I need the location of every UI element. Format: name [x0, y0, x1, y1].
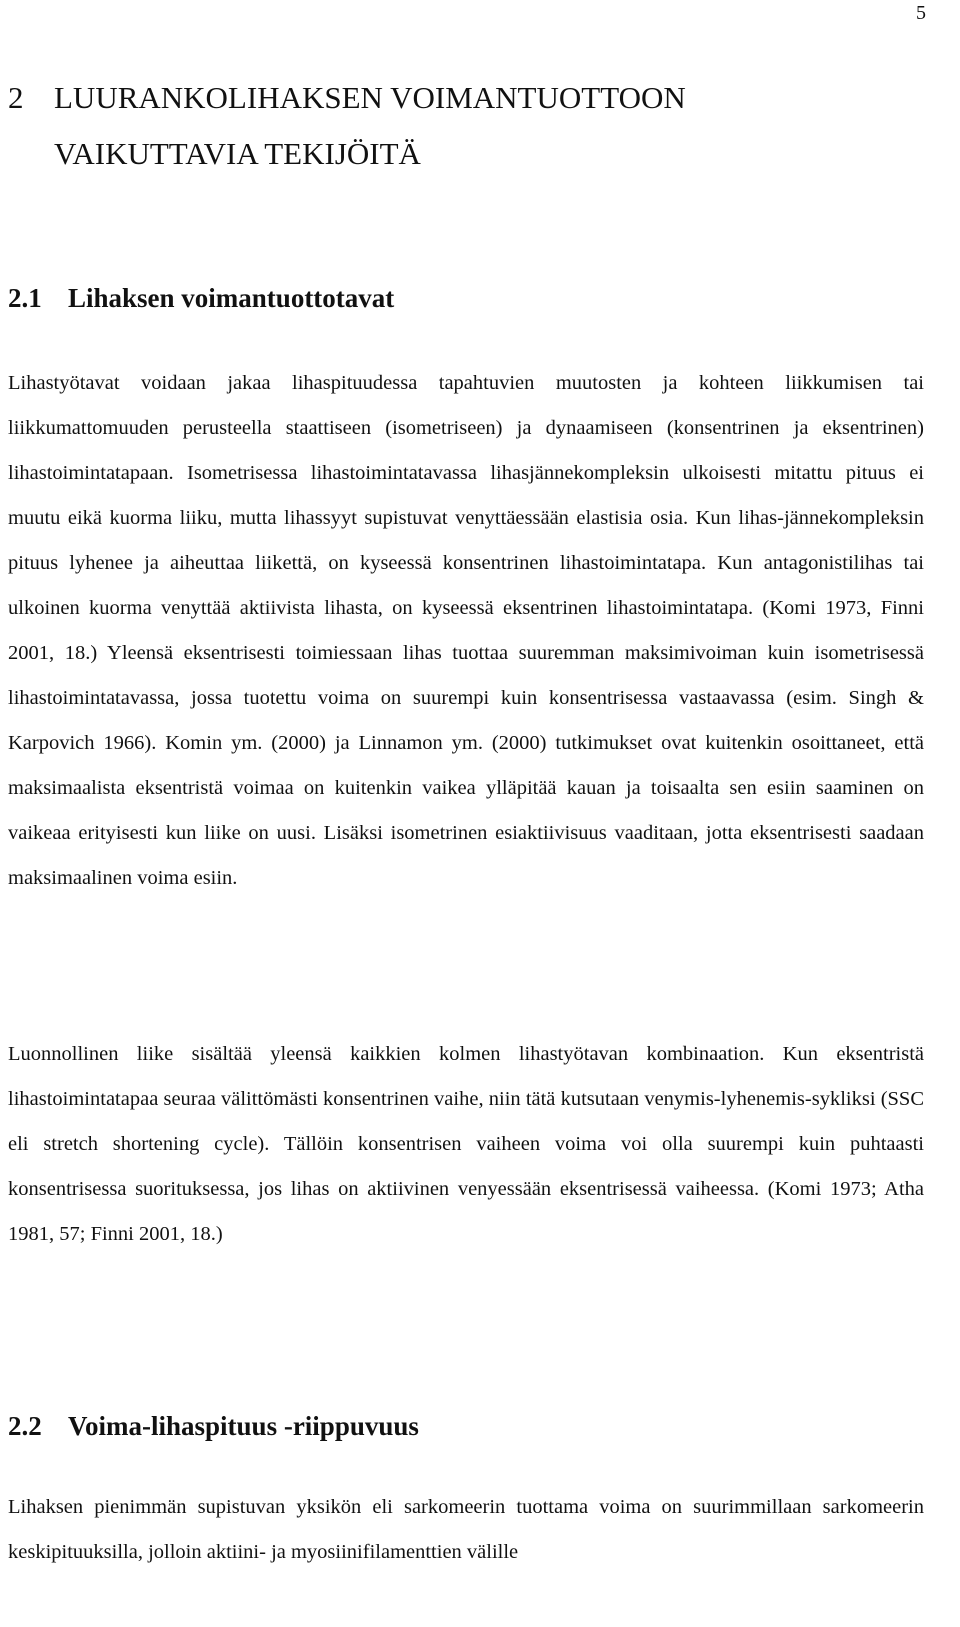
body-paragraph: Luonnollinen liike sisältää yleensä kaikkien kolmen lihastyötavan kombinaation. Kun eksentristä lihastoimintatapaa seuraa välittömästi konsentrinen vaihe, niin tätä kutsutaan venymis-lyhenemis-sykliksi (SSC eli stretch shortening cycle). Tällöin konsentrisen vaiheen voima voi olla suurempi kuin puhtaasti konsentrisessa suorituksessa, jos lihas on aktiivinen venyessään eksentrisessä vaiheessa. (Komi 1973; Atha 1981, 57; Finni 2001, 18.) — [8, 1043, 924, 1245]
section-heading-2-1 — [8, 280, 394, 316]
section-number: 2.2 — [8, 1411, 42, 1441]
page-number: 5 — [916, 2, 926, 24]
body-paragraph: Lihaksen pienimmän supistuvan yksikön eli sarkomeerin tuottama voima on suurimmillaan sarkomeerin keskipituuksilla, jolloin aktiini- ja myosiinifilamenttien välille — [8, 1496, 924, 1563]
section-title: Lihaksen voimantuottotavat — [68, 283, 395, 313]
chapter-number: 2 — [8, 80, 24, 115]
body-paragraph: Lihastyötavat voidaan jakaa lihaspituudessa tapahtuvien muutosten ja kohteen liikkumisen tai liikkumattomuuden perusteella staattiseen (isometriseen) ja dynaamiseen (konsentrinen ja eksentrinen) lihastoimintatapaan. Isometrisessa lihastoimintatavassa lihasjännekompleksin ulkoisesti mitattu pituus ei muutu eikä kuorma liiku, mutta lihassyyt supistuvat venyttäessään elastisia osia. Kun lihas-jännekompleksin pituus lyhenee ja aiheuttaa liikettä, on kyseessä konsentrinen lihastoimintatapa. Kun antagonistilihas tai ulkoinen kuorma venyttää aktiivista lihasta, on kyseessä eksentrinen lihastoimintatapa. (Komi 1973, Finni 2001, 18.) Yleensä eksentrisesti toimiessaan lihas tuottaa suuremman maksimivoiman kuin isometrisessä lihastoimintatavassa, jossa tuotettu voima on suurempi kuin konsentrisessa vastaavassa (esim. Singh & Karpovich 1966). Komin ym. (2000) ja Linnamon ym. (2000) tutkimukset ovat kuitenkin osoittaneet, että maksimaalista eksentristä voimaa on kuitenkin vaikea ylläpitää kauan ja toisaalta sen esiin saaminen on vaikeaa erityisesti kun liike on uusi. Lisäksi isometrinen esiaktiivisuus vaaditaan, jotta eksentrisesti saadaan maksimaalinen voima esiin. — [8, 372, 924, 889]
chapter-title: LUURANKOLIHAKSEN VOIMANTUOTTOON VAIKUTTAVIA TEKIJÖITÄ — [54, 80, 686, 171]
section-title: Voima-lihaspituus -riippuvuus — [68, 1411, 419, 1441]
chapter-heading — [8, 70, 814, 182]
section-heading-2-2 — [8, 1408, 419, 1444]
section-number: 2.1 — [8, 283, 42, 313]
